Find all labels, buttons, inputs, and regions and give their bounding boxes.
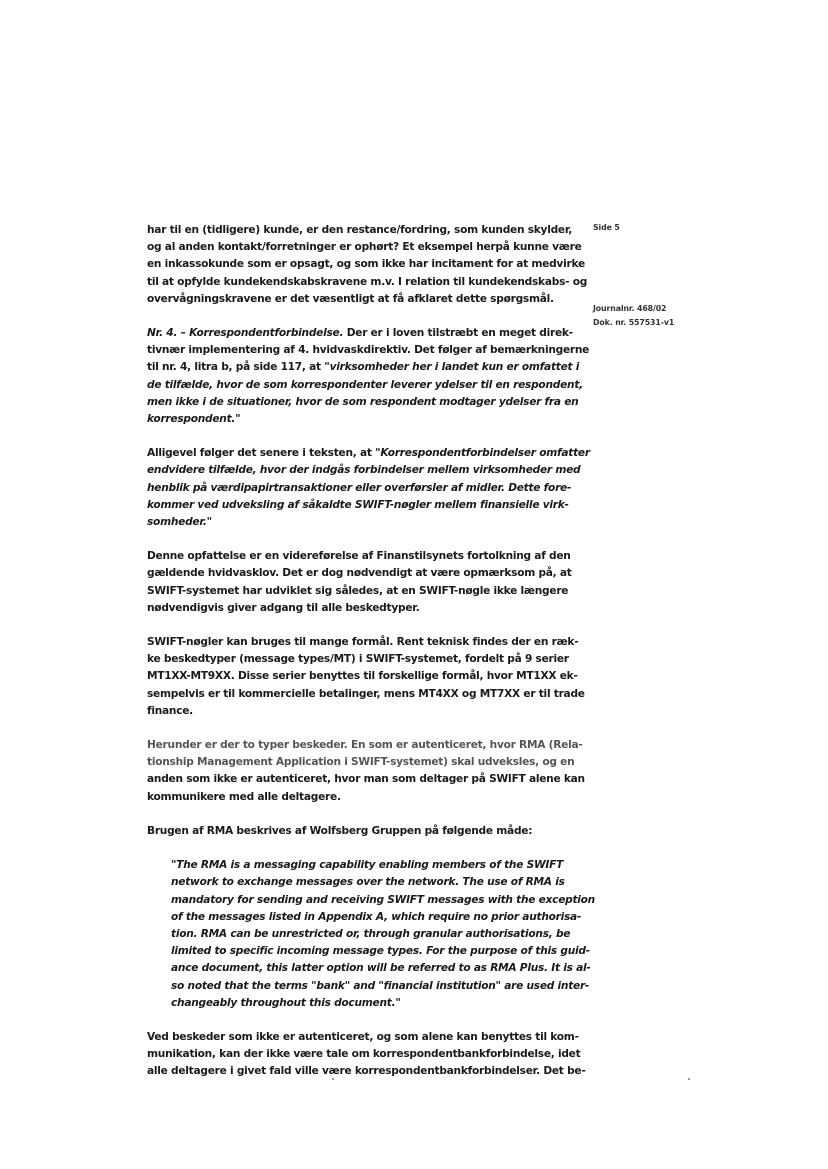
scan-artifact — [688, 1078, 690, 1080]
scan-artifact — [332, 1078, 334, 1080]
paragraph-7: Brugen af RMA beskrives af Wolfsberg Gruppen på følgende måde: — [147, 824, 533, 837]
paragraph-8: Ved beskeder som ikke er autenticeret, og som alene kan benyttes til kom- munikation, kan der ikke være tale om korrespondentbankforbindelse, idet alle deltagere i givet fald ville være korrespondentbankforbindelser. Det be- — [147, 1030, 586, 1078]
paragraph-6: Herunder er der to typer beskeder. En som er autenticeret, hvor RMA (Rela- tionship Management Application i SWIFT-systemet) skal udveksles, og en anden som ikke er autenticeret, hvor man som deltager på SWIFT alene kan kommunikere med alle deltagere. — [147, 739, 585, 803]
journal-number: Journalnr. 468/02 — [593, 304, 667, 313]
paragraph-5: SWIFT-nøgler kan bruges til mange formål. Rent teknisk findes der en ræk- ke beskedtyper (message types/MT) i SWIFT-systemet, fordelt på 9 serier MT1XX-MT9XX. Disse serier benyttes til forskellige formål, hvor MT1XX ek- sempelvis er til kommercielle betalinger, mens MT4XX og MT7XX er til trade finance. — [147, 636, 585, 717]
page-number: Side 5 — [593, 223, 620, 232]
body-text — [147, 222, 595, 1098]
paragraph-1: har til en (tidligere) kunde, er den restance/fordring, som kunden skylder, og al anden kontakt/forretninger er ophørt? Et eksempel herpå kunne være en inkassokunde som er opsagt, og som ikke har incitament for at medvirke til at opfylde kundekendskabskravene m.v. I relation til kundekendskabs- og overvågningskravene er det væsentligt at få afklaret dette spørgsmål. — [147, 224, 588, 305]
paragraph-2: Nr. 4. – Korrespondentforbindelse. Der er i loven tilstræbt en meget direk- tivnær implementering af 4. hvidvaskdirektiv. Det følger af bemærkningerne til nr. 4, litra b, på side 117, at "virksomheder her i landet kun er omfattet i de tilfælde, hvor de som korrespondenter leverer ydelser til en respondent, men ikke i de situationer, hvor de som respondent modtager ydelser fra en korrespondent." — [147, 327, 590, 426]
section-heading: Nr. 4. – Korrespondentforbindelse. — [147, 327, 344, 340]
paragraph-4: Denne opfattelse er en videreførelse af Finanstilsynets fortolkning af den gældende hvidvasklov. Det er dog nødvendigt at være opmærksom på, at SWIFT-systemet har udviklet sig således, at en SWIFT-nøgle ikke længere nødvendigvis giver adgang til alle beskedtyper. — [147, 550, 572, 614]
document-number: Dok. nr. 557531-v1 — [593, 318, 675, 327]
wolfsberg-quote: "The RMA is a messaging capability enabling members of the SWIFT network to exchange messages over the network. The use of RMA is mandatory for sending and receiving SWIFT messages with the exception of the messages listed in Appendix A, which require no prior authorisa- tion. RMA can be unrestricted or, through granular authorisations, be limited to specific incoming message types. For the purpose of this guid- ance document, this latter option will be referred to as RMA Plus. It is al- so noted that the terms "bank" and "financial institution" are used inter- changeably throughout this document." — [171, 859, 595, 1009]
paragraph-3: Alligevel følger det senere i teksten, at "Korrespondentforbindelser omfatter endvidere tilfælde, hvor der indgås forbindelser mellem virksomheder med henblik på værdipapirtransaktioner eller overførsler af midler. Dette fore- kommer ved udveksling af såkaldte SWIFT-nøgler mellem finansielle virk- somheder." — [147, 447, 590, 529]
